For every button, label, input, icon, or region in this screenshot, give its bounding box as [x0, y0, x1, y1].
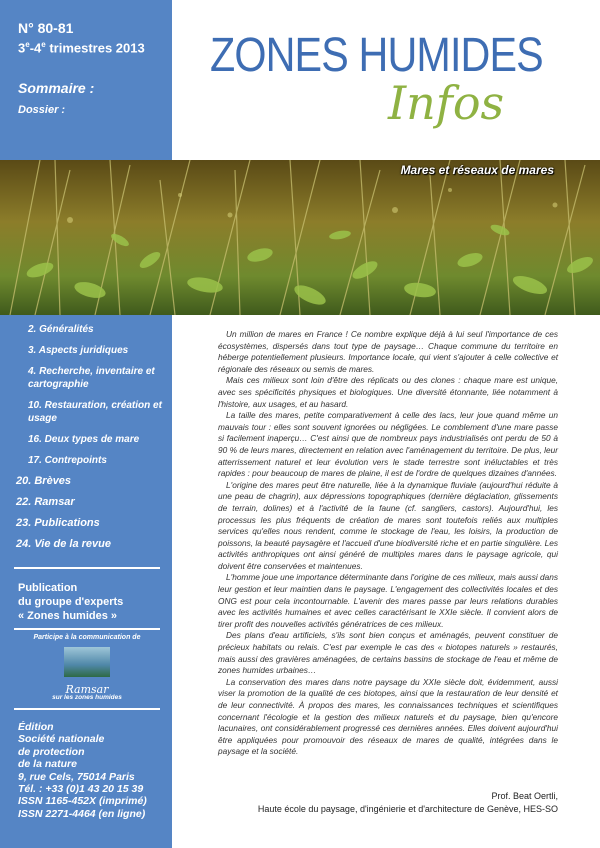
article-paragraph: L'homme joue une importance déterminante dans l'origine de ces milieux, mais aussi dans leur gestion et leur maintien dans le paysage. L'engagement des collectivités locales et des ONG est pour cela incontournable. L'avenir des mares passe par leurs relations durables avec les activités humaines et avec celles caractérisant le XXIe siècle. Il convient alors de tirer profit des nouvelles activités génératrices de ces milieux. [218, 572, 558, 629]
editorial-article [218, 329, 558, 758]
pond-photo [0, 160, 600, 315]
issue-quarter: 3e-4e trimestres 2013 [18, 40, 145, 56]
publication-line: du groupe d'experts [18, 596, 124, 608]
article-paragraph: L'origine des mares peut être naturelle, liée à la dynamique fluviale (aujourd'hui réduite à une peau de chagrin), aux dépressions topographiques (dernière déglaciation, glissements de terrain, dolines) et à l'activité de la faune (cf. sangliers, castors). Aujourd'hui, les processus les plus fréquents de création de mares sont toutefois reliés aux multiples services qu'elles nous rendent, comme le stockage de l'eau, les loisirs, la production de poissons, la beauté paysagère et l'accueil d'une biodiversité riche et en partie singulière. Les activités anthropiques ont ainsi généré de multiples mares dans le paysage agricole, qui doivent être conservées et maintenues. [218, 479, 558, 571]
author-affiliation: Haute école du paysage, d'ingénierie et d'architecture de Genève, HES-SO [257, 804, 558, 814]
toc-item[interactable]: 2. Généralités [28, 324, 94, 335]
edition-line: 9, rue Cels, 75014 Paris [18, 770, 135, 783]
summary-heading: Sommaire : [18, 80, 95, 97]
article-paragraph: Mais ces milieux sont loin d'être des réplicats ou des clones : chaque mare est unique, avec ses spécificités physiques et biologiques. Une diversité étonnante, liée notamment à l'histoire, aux usages, et au hasard. [218, 375, 558, 409]
edition-heading: Édition [18, 721, 54, 733]
partner-text: Participe à la communication de [33, 634, 141, 641]
article-paragraph: Un million de mares en France ! Ce nombre explique déjà à lui seul l'importance de ces écosystèmes, dispersés dans tout type de paysage… Chaque commune du territoire en héberge potentiellement plusieurs. Importance locale, qui vient s'ajouter à celle collective et régionale des réseaux ou semis de mares. [218, 329, 558, 374]
sidebar-divider [14, 567, 160, 569]
toc-item[interactable]: 10. Restauration, création et usage [28, 400, 162, 424]
issue-info-panel [0, 0, 172, 160]
edition-line: Société nationale [18, 733, 105, 746]
ramsar-subtitle: sur les zones humides [52, 694, 122, 701]
dossier-label: Dossier : [18, 104, 66, 117]
edition-line: Tél. : +33 (0)1 43 20 15 39 [18, 783, 144, 796]
photo-caption: Mares et réseaux de mares [400, 163, 554, 177]
toc-item[interactable]: 17. Contrepoints [28, 455, 107, 466]
toc-item[interactable]: 20. Brèves [16, 475, 72, 487]
ramsar-logo [64, 647, 110, 696]
publication-line: Publication [18, 582, 78, 594]
masthead [172, 0, 600, 160]
edition-line: de la nature [18, 758, 77, 771]
toc-item[interactable]: 23. Publications [16, 517, 100, 529]
article-signature [258, 790, 558, 816]
article-paragraph: La taille des mares, petite comparativement à celle des lacs, leur joue quand même un mauvais tour : elles sont souvent ignorées ou négligées. Le comblement d'une mare passe si facilement inaperçu… C'est ainsi que de nombreux pays industrialisés ont perdu de 50 à 90 % de leurs mares, directement en relation avec l'aménagement du territoire. De plus, leur atterrissement naturel et leur évolution vers le stade terrestre sont inéluctables et très rapides : pour beaucoup de mares de plaine, il est de l'ordre de quelques dizaines d'années. [218, 410, 558, 479]
author-name: Prof. Beat Oertli, [491, 791, 558, 801]
article-paragraph: La conservation des mares dans notre paysage du XXIe siècle doit, évidemment, aussi viser la promotion de la qualité de ces biotopes, ainsi que la restauration de leur densité et de leur connectivité. À propos des mares, les connaissances techniques et scientifiques concernant l'écologie et la gestion des milieux naturels et du paysage, bien qu'encore lacunaires, ont considérablement progressé ces dernières années. Elles doivent aujourd'hui être appliquées pour promouvoir des réseaux de mares de qualité, intégrées dans le paysage et la société. [218, 676, 558, 757]
aquatic-plants-illustration [0, 160, 600, 315]
ramsar-logo-text: Ramsar [65, 683, 109, 696]
publication-info [18, 581, 123, 623]
edition-line: ISSN 2271-4464 (en ligne) [18, 807, 146, 820]
publication-line: « Zones humides » [18, 610, 118, 622]
toc-item[interactable]: 16. Deux types de mare [28, 434, 140, 445]
table-of-contents [0, 323, 172, 559]
sidebar [0, 315, 172, 848]
toc-item[interactable]: 24. Vie de la revue [16, 538, 111, 550]
article-paragraph: Des plans d'eau artificiels, s'ils sont bien conçus et aménagés, peuvent constituer de précieux habitats ou relais. C'est par exemple le cas des « biotopes naturels » restaurés, mais aussi des gravières aménagées, de certains bassins de stockage de l'eau et même de zones humides urbaines… [218, 630, 558, 676]
toc-item[interactable]: 22. Ramsar [16, 496, 75, 508]
masthead-title: ZONES HUMIDES [210, 29, 543, 82]
edition-line: de protection [18, 745, 85, 758]
edition-line: ISSN 1165-452X (imprimé) [18, 795, 147, 808]
toc-item[interactable]: 3. Aspects juridiques [28, 345, 129, 356]
publisher-info [18, 721, 147, 820]
sidebar-divider [14, 708, 160, 710]
issue-number: N° 80-81 [18, 20, 74, 36]
sidebar-divider [14, 628, 160, 630]
toc-item[interactable]: 4. Recherche, inventaire et cartographie [28, 366, 155, 390]
masthead-subtitle: Infos [388, 76, 505, 130]
